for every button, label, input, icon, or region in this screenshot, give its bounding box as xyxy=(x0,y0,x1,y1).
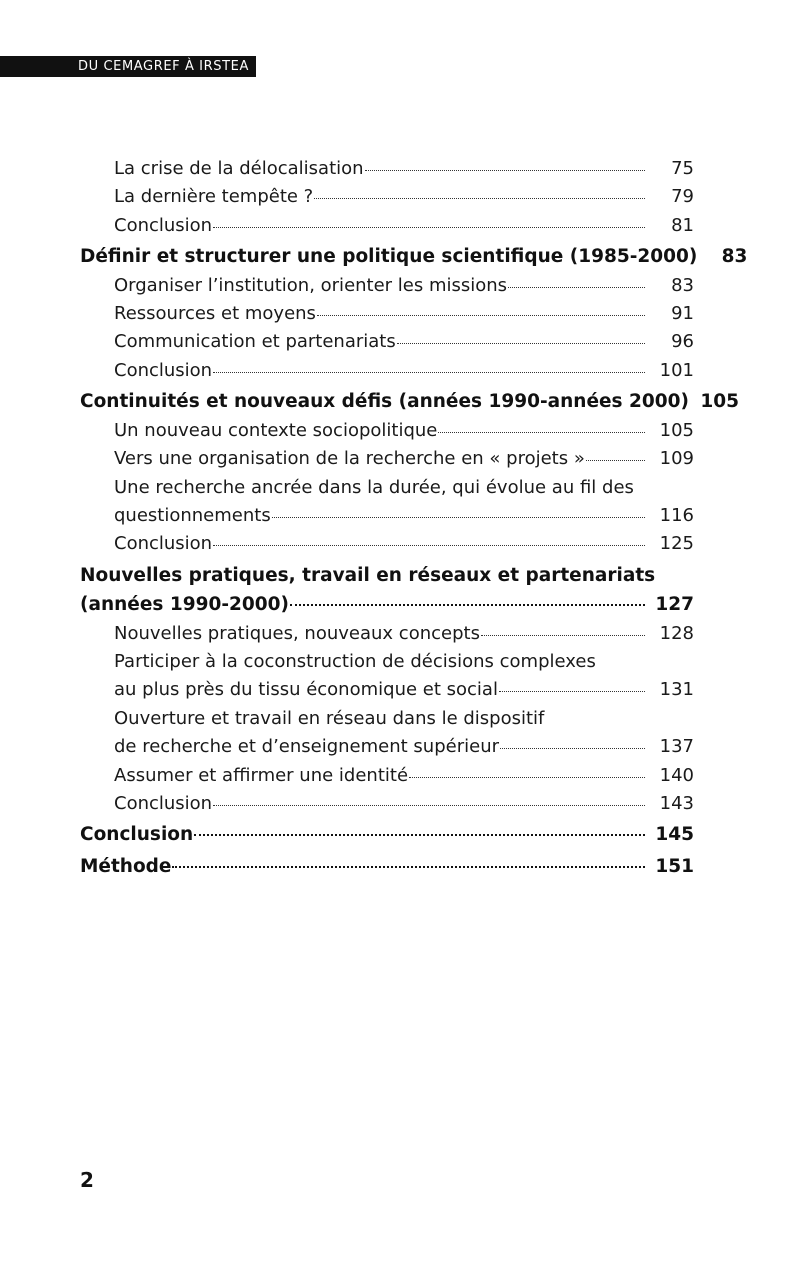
toc-entry-title: La crise de la délocalisation xyxy=(114,158,364,179)
running-header xyxy=(0,56,256,77)
toc-page-number: 140 xyxy=(659,764,694,786)
toc-page-number: 145 xyxy=(655,824,694,846)
dot-leader xyxy=(409,776,645,778)
toc-entry-title: Méthode xyxy=(80,855,172,877)
toc-page-number: 128 xyxy=(659,622,694,644)
toc-chapter-entry[interactable] xyxy=(80,561,694,620)
dot-leader xyxy=(213,544,645,546)
toc-entry-title: Ressources et moyens xyxy=(114,303,316,325)
toc-section-entry[interactable] xyxy=(80,300,694,328)
toc-page-number: 96 xyxy=(671,331,694,353)
dot-leader xyxy=(213,226,645,228)
toc-entry-title: Une recherche ancrée dans la durée, qui évolue au fil des xyxy=(114,476,634,498)
page-number: 2 xyxy=(80,1168,94,1192)
toc-page-number: 75 xyxy=(671,158,694,179)
toc-page-number: 109 xyxy=(659,448,694,470)
toc-entry-title: Conclusion xyxy=(114,793,213,815)
toc-entry-title: Conclusion xyxy=(114,359,213,381)
dot-leader xyxy=(500,747,645,749)
toc-section-entry[interactable] xyxy=(80,474,694,531)
toc-entry-title: Communication et partenariats xyxy=(114,331,396,353)
toc-section-entry[interactable] xyxy=(80,620,694,648)
toc-page-number: 81 xyxy=(671,214,694,236)
dot-leader xyxy=(290,603,645,606)
toc-entry-title: Vers une organisation de la recherche en « projets » xyxy=(114,448,585,470)
toc-page-number: 127 xyxy=(655,594,694,616)
toc-entry-title: Définir et structurer une politique scientifique (1985-2000) xyxy=(80,246,698,268)
toc-section-entry[interactable] xyxy=(80,272,694,300)
dot-leader xyxy=(213,804,645,806)
toc-page-number: 116 xyxy=(659,504,694,526)
toc-entry-title: Ouverture et travail en réseau dans le dispositif xyxy=(114,707,545,729)
toc-section-entry[interactable] xyxy=(80,417,694,445)
toc-entry-title: Nouvelles pratiques, travail en réseaux et partenariats xyxy=(80,564,656,586)
toc-entry-title: de recherche et d’enseignement supérieur xyxy=(114,736,499,758)
toc-section-entry[interactable] xyxy=(80,790,694,818)
toc-entry-title: Nouvelles pratiques, nouveaux concepts xyxy=(114,622,480,644)
toc-entry-title: Continuités et nouveaux défis (années 1990-années 2000) xyxy=(80,391,689,413)
toc-section-entry[interactable] xyxy=(80,530,694,558)
toc-section-entry[interactable] xyxy=(80,357,694,385)
dot-leader xyxy=(499,690,645,692)
dot-leader xyxy=(317,314,645,316)
toc-entry-title: Conclusion xyxy=(114,214,213,236)
table-of-contents xyxy=(80,155,748,881)
toc-chapter-entry[interactable] xyxy=(80,852,694,882)
dot-leader xyxy=(438,431,645,433)
toc-page-number: 105 xyxy=(700,391,739,413)
toc-page-number: 79 xyxy=(671,186,694,208)
toc-page-number: 101 xyxy=(659,359,694,381)
toc-entry-title: (années 1990-2000) xyxy=(80,594,289,616)
toc-section-entry[interactable] xyxy=(80,328,694,356)
toc-entry-title: au plus près du tissu économique et social xyxy=(114,679,498,701)
dot-leader xyxy=(213,371,645,373)
toc-page-number: 83 xyxy=(721,246,748,268)
toc-page-number: 125 xyxy=(659,533,694,555)
toc-page-number: 131 xyxy=(659,679,694,701)
toc-page-number: 91 xyxy=(671,303,694,325)
toc-entry-title: Conclusion xyxy=(114,533,213,555)
dot-leader xyxy=(508,286,645,288)
toc-entry-title: questionnements xyxy=(114,504,271,526)
toc-entry-title: Participer à la coconstruction de décisions complexes xyxy=(114,651,596,673)
toc-entry-title: La dernière tempête ? xyxy=(114,186,314,208)
toc-page-number: 151 xyxy=(655,855,694,877)
dot-leader xyxy=(481,634,645,636)
toc-page-number: 105 xyxy=(659,419,694,441)
toc-page-number: 143 xyxy=(659,793,694,815)
toc-page-number: 137 xyxy=(659,736,694,758)
toc-entry-title: Conclusion xyxy=(80,824,194,846)
toc-chapter-entry[interactable] xyxy=(80,242,748,272)
dot-leader xyxy=(314,197,645,199)
toc-page-number: 83 xyxy=(671,274,694,296)
toc-entry-title: Assumer et affirmer une identité xyxy=(114,764,409,786)
dot-leader xyxy=(272,516,645,518)
toc-entry-title: Organiser l’institution, orienter les missions xyxy=(114,274,508,296)
toc-section-entry[interactable] xyxy=(80,648,694,705)
toc-section-entry[interactable] xyxy=(80,762,694,790)
running-header-title: DU CEMAGREF À IRSTEA xyxy=(78,59,249,74)
toc-section-entry[interactable] xyxy=(80,155,694,183)
toc-entry-title: Un nouveau contexte sociopolitique xyxy=(114,419,438,441)
toc-section-entry[interactable] xyxy=(80,705,694,762)
toc-section-entry[interactable] xyxy=(80,212,694,240)
toc-section-entry[interactable] xyxy=(80,445,694,473)
toc-chapter-entry[interactable] xyxy=(80,387,739,417)
dot-leader xyxy=(397,342,645,344)
dot-leader xyxy=(194,833,645,836)
toc-section-entry[interactable] xyxy=(80,183,694,211)
dot-leader xyxy=(172,865,645,868)
dot-leader xyxy=(586,459,645,461)
dot-leader xyxy=(365,169,645,171)
toc-chapter-entry[interactable] xyxy=(80,820,694,850)
